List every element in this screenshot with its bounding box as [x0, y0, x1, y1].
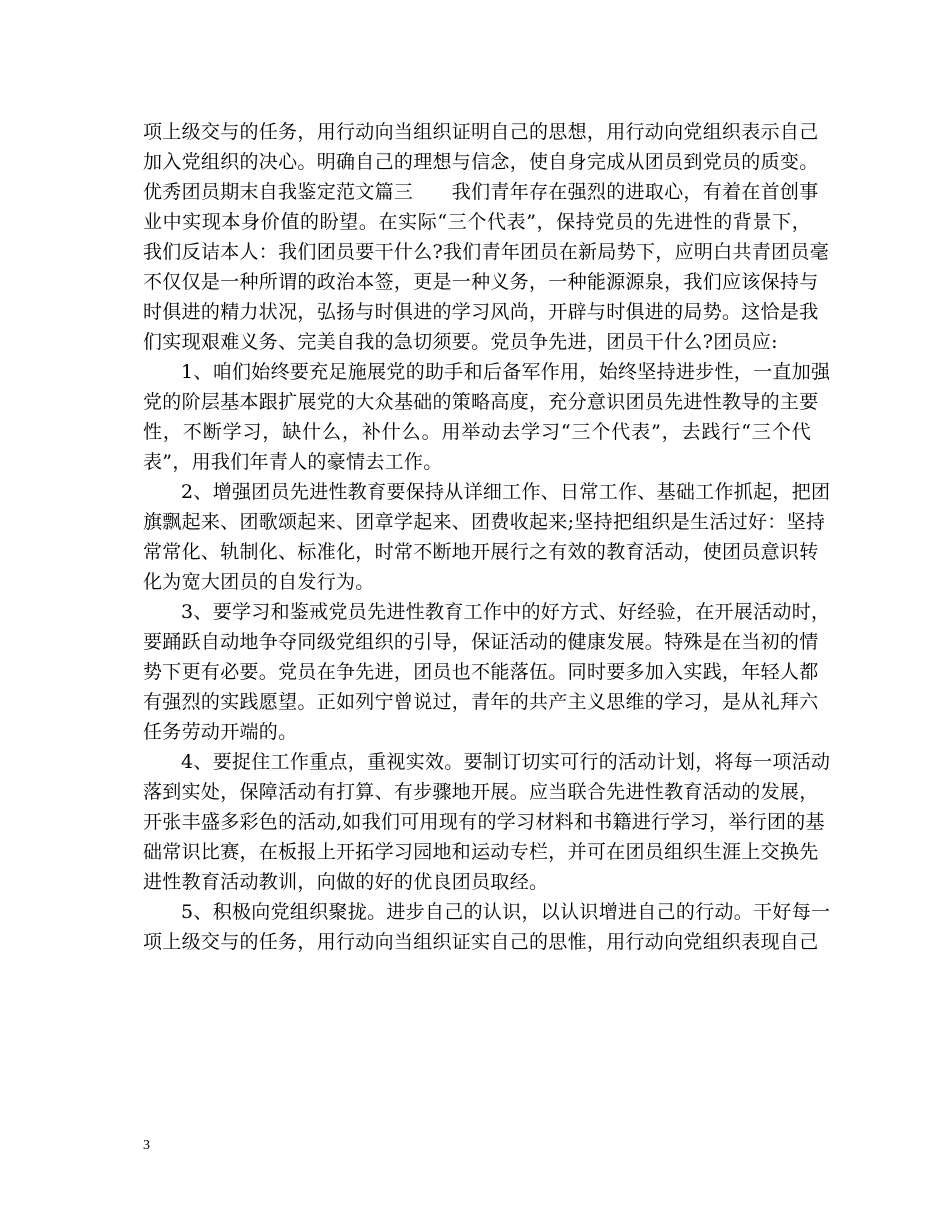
text-line: 我们反诘本人：我们团员要干什么?我们青年团员在新局势下，应明白共青团员毫 [143, 241, 829, 263]
document-body [143, 117, 831, 957]
paragraph-2-line: 2、增强团员先进性教育要保持从详细工作、日常工作、基础工作抓起，把团 [181, 481, 831, 503]
paragraph-5-line: 5、积极向党组织聚拢。进步自己的认识，以认识增进自己的行动。干好每一 [181, 901, 831, 923]
paragraph-4-line: 进性教育活动教训，向做的好的优良团员取经。 [143, 871, 549, 893]
paragraph-2-line: 旗飘起来、团歌颂起来、团章学起来、团费收起来;坚持把组织是生活过好：坚持 [143, 511, 826, 533]
section-heading-line: 优秀团员期末自我鉴定范文篇三 我们青年存在强烈的进取心，有着在首创事 [143, 181, 819, 203]
paragraph-4-line: 开张丰盛多彩色的活动,如我们可用现有的学习材料和书籍进行学习，举行团的基 [143, 811, 825, 833]
paragraph-1-line: 1、咱们始终要充足施展党的助手和后备军作用，始终坚持进步性，一直加强 [181, 361, 831, 383]
paragraph-2-line: 常常化、轨制化、标准化，时常不断地开展行之有效的教育活动，使团员意识转 [143, 541, 819, 563]
paragraph-3-line: 势下更有必要。党员在争先进，团员也不能落伍。同时要多加入实践，年轻人都 [143, 661, 819, 683]
text-line: 加入党组织的决心。明确自己的理想与信念，使自身完成从团员到党员的质变。 [143, 151, 819, 173]
paragraph-1-line: 表”，用我们年青人的豪情去工作。 [143, 451, 443, 473]
paragraph-1-line: 性，不断学习，缺什么，补什么。用举动去学习“三个代表”，去践行“三个代 [143, 421, 811, 443]
text-line: 时俱进的精力状况，弘扬与时俱进的学习风尚，开辟与时俱进的局势。这恰是我 [143, 301, 819, 323]
paragraph-4-line: 础常识比赛，在板报上开拓学习园地和运动专栏，并可在团员组织生涯上交换先 [143, 841, 819, 863]
paragraph-3-line: 有强烈的实践愿望。正如列宁曾说过，青年的共产主义思维的学习，是从礼拜六 [143, 691, 819, 713]
page-number: 3 [143, 1138, 150, 1153]
paragraph-3-line: 3、要学习和鉴戒党员先进性教育工作中的好方式、好经验，在开展活动时， [181, 601, 831, 623]
paragraph-4-line: 4、要捉住工作重点，重视实效。要制订切实可行的活动计划，将每一项活动 [181, 751, 831, 773]
paragraph-4-line: 落到实处，保障活动有打算、有步骤地开展。应当联合先进性教育活动的发展， [143, 781, 819, 803]
text-line: 项上级交与的任务，用行动向当组织证明自己的思想，用行动向党组织表示自己 [143, 121, 819, 143]
paragraph-3-line: 任务劳动开端的。 [143, 721, 298, 743]
paragraph-2-line: 化为宽大团员的自发行为。 [143, 571, 375, 593]
paragraph-5-line: 项上级交与的任务，用行动向当组织证实自己的思惟，用行动向党组织表现自己 [143, 931, 819, 953]
text-line: 不仅仅是一种所谓的政治本签，更是一种义务，一种能源源泉，我们应该保持与 [143, 271, 819, 293]
text-line: 们实现艰难义务、完美自我的急切须要。党员争先进，团员干什么?团员应: [143, 331, 778, 353]
paragraph-1-line: 党的阶层基本跟扩展党的大众基础的策略高度，充分意识团员先进性教导的主要 [143, 391, 819, 413]
text-line: 业中实现本身价值的盼望。在实际“三个代表”，保持党员的先进性的背景下， [143, 211, 811, 233]
paragraph-3-line: 要踊跃自动地争夺同级党组织的引导，保证活动的健康发展。特殊是在当初的情 [143, 631, 819, 653]
